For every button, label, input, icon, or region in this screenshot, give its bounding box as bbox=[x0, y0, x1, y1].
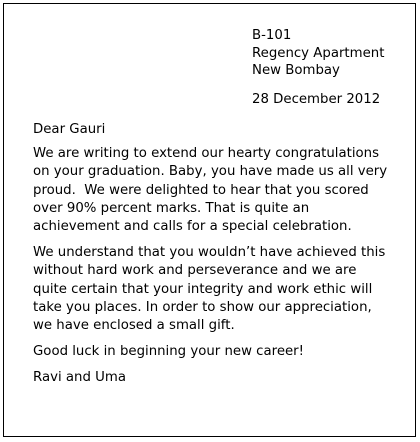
paragraph-congratulations bbox=[33, 145, 403, 236]
text-line: we have enclosed a small gift. bbox=[33, 318, 235, 334]
text-line: quite certain that your integrity and work ethic will bbox=[33, 281, 373, 297]
text-line: achievement and calls for a special celebration. bbox=[33, 219, 352, 235]
paragraph-appreciation bbox=[33, 244, 403, 335]
text-line: proud. We were delighted to hear that you scored bbox=[33, 182, 369, 198]
address-line: Regency Apartment bbox=[252, 45, 385, 61]
letter-body bbox=[33, 121, 403, 396]
text-line: take you places. In order to show our appreciation, bbox=[33, 299, 372, 315]
salutation: Dear Gauri bbox=[33, 122, 106, 137]
sender-address bbox=[252, 27, 384, 80]
text-line: over 90% percent marks. That is quite an bbox=[33, 200, 310, 216]
text-line: on your graduation. Baby, you have made us all very bbox=[33, 164, 388, 180]
letter-date: 28 December 2012 bbox=[252, 92, 381, 107]
paragraph-good-luck: Good luck in beginning your new career! bbox=[33, 344, 304, 360]
address-line: B-101 bbox=[252, 28, 292, 43]
text-line: We understand that you wouldn’t have achieved this bbox=[33, 245, 386, 261]
signature: Ravi and Uma bbox=[33, 370, 126, 386]
address-line: New Bombay bbox=[252, 63, 340, 78]
text-line: without hard work and perseverance and we are bbox=[33, 263, 357, 279]
letter-page bbox=[3, 3, 416, 437]
text-line: We are writing to extend our hearty congratulations bbox=[33, 146, 380, 162]
